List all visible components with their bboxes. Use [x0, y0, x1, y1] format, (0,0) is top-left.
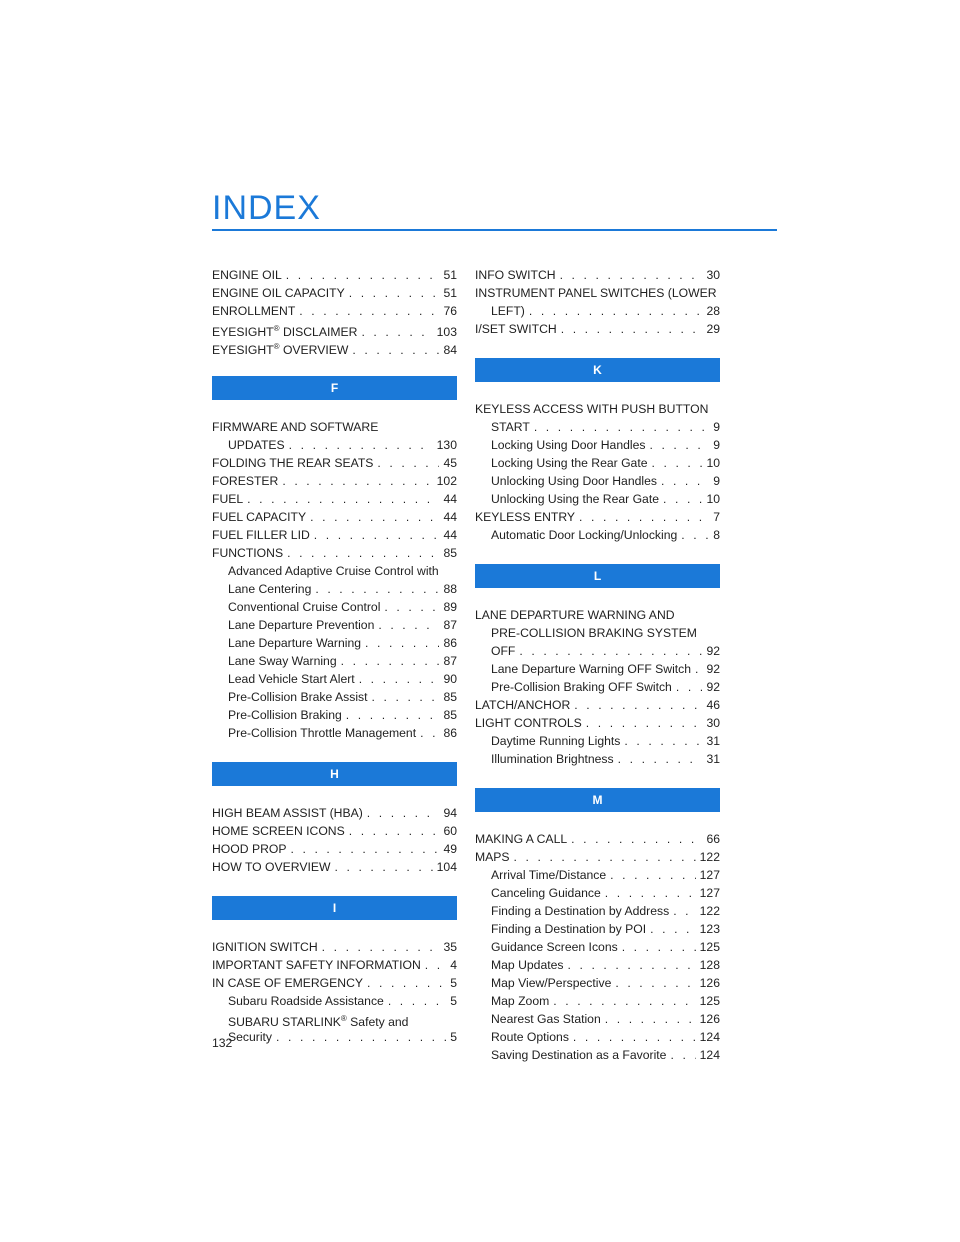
page-ref: 35	[443, 940, 457, 954]
page-ref: 49	[443, 842, 457, 856]
registered-mark: ®	[273, 342, 280, 351]
page-ref: 9	[713, 420, 720, 434]
index-subentry[interactable]: Canceling Guidance . . . 127	[475, 884, 720, 902]
page-ref: 85	[443, 708, 457, 722]
page-ref: 92	[706, 662, 720, 676]
index-entry-line[interactable]: KEYLESS ACCESS WITH PUSH BUTTON	[475, 402, 709, 416]
index-subentry[interactable]: Map Zoom . . . 125	[475, 992, 720, 1010]
index-subentry[interactable]: Subaru Roadside Assistance . . . 5	[212, 992, 457, 1010]
index-subentry[interactable]: Pre-Collision Braking OFF Switch . . . 92	[475, 678, 720, 696]
page-ref: 126	[699, 976, 720, 990]
index-entry[interactable]: FORESTER . . . 102	[212, 472, 457, 490]
index-entry[interactable]: HOW TO OVERVIEW . . . 104	[212, 858, 457, 876]
section-header-i: I	[212, 896, 457, 920]
section-header-h: H	[212, 762, 457, 786]
index-subentry[interactable]: Lead Vehicle Start Alert . . . 90	[212, 670, 457, 688]
page-ref: 5	[450, 1030, 457, 1044]
page-ref: 4	[450, 958, 457, 972]
title-divider	[212, 229, 777, 231]
index-column-left	[212, 266, 457, 1046]
page-ref: 90	[443, 672, 457, 686]
page-ref: 10	[706, 492, 720, 506]
page-ref: 130	[436, 438, 457, 452]
index-subentry[interactable]: Finding a Destination by Address . . . 122	[475, 902, 720, 920]
page-ref: 45	[443, 456, 457, 470]
index-entry[interactable]: EYESIGHT® OVERVIEW . . . 84	[212, 338, 457, 356]
index-subentry[interactable]: Guidance Screen Icons . . . 125	[475, 938, 720, 956]
index-subentry-line[interactable]: SUBARU STARLINK® Safety and	[228, 1014, 409, 1029]
page-ref: 10	[706, 456, 720, 470]
registered-mark: ®	[273, 324, 280, 333]
page-ref: 102	[436, 474, 457, 488]
index-entry[interactable]: START . . . 9	[475, 418, 720, 436]
index-entry-line[interactable]: PRE-COLLISION BRAKING SYSTEM	[491, 626, 697, 640]
page-ref: 5	[450, 994, 457, 1008]
index-entry[interactable]: LEFT) . . . 28	[475, 302, 720, 320]
page-ref: 127	[699, 868, 720, 882]
index-subentry[interactable]: Unlocking Using the Rear Gate . . . 10	[475, 490, 720, 508]
page-ref: 29	[706, 322, 720, 336]
index-subentry[interactable]: Automatic Door Locking/Unlocking . . . 8	[475, 526, 720, 544]
page-ref: 127	[699, 886, 720, 900]
page-ref: 86	[443, 726, 457, 740]
page-ref: 31	[706, 752, 720, 766]
index-entry[interactable]: I/SET SWITCH . . . 29	[475, 320, 720, 338]
page-ref: 51	[443, 286, 457, 300]
index-entry[interactable]: OFF . . . 92	[475, 642, 720, 660]
index-subentry[interactable]: Nearest Gas Station . . . 126	[475, 1010, 720, 1028]
index-entry-line[interactable]: INSTRUMENT PANEL SWITCHES (LOWER	[475, 286, 717, 300]
page-ref: 87	[443, 618, 457, 632]
page-ref: 44	[443, 510, 457, 524]
page-ref: 9	[713, 438, 720, 452]
page-title: INDEX	[212, 189, 321, 227]
index-subentry-line[interactable]: Advanced Adaptive Cruise Control with	[228, 564, 439, 578]
index-subentry[interactable]: Saving Destination as a Favorite . . . 124	[475, 1046, 720, 1064]
page-ref: 76	[443, 304, 457, 318]
index-subentry[interactable]: Lane Centering . . . 88	[212, 580, 457, 598]
index-subentry[interactable]: Pre-Collision Throttle Management . . . 86	[212, 724, 457, 742]
index-entry[interactable]: LATCH/ANCHOR . . . 46	[475, 696, 720, 714]
page-ref: 66	[706, 832, 720, 846]
index-entry[interactable]: LIGHT CONTROLS . . . 30	[475, 714, 720, 732]
index-subentry[interactable]: Route Options . . . 124	[475, 1028, 720, 1046]
page-ref: 8	[713, 528, 720, 542]
index-entry[interactable]: ENGINE OIL . . . 51	[212, 266, 457, 284]
index-entry[interactable]: IMPORTANT SAFETY INFORMATION . . . 4	[212, 956, 457, 974]
page-ref: 92	[706, 680, 720, 694]
index-entry[interactable]: MAKING A CALL . . . 66	[475, 830, 720, 848]
index-entry-line[interactable]: LANE DEPARTURE WARNING AND	[475, 608, 675, 622]
index-entry[interactable]: IGNITION SWITCH . . . 35	[212, 938, 457, 956]
page-ref: 9	[713, 474, 720, 488]
page-ref: 126	[699, 1012, 720, 1026]
page-ref: 44	[443, 528, 457, 542]
index-subentry[interactable]: Conventional Cruise Control . . . 89	[212, 598, 457, 616]
index-entry[interactable]: ENGINE OIL CAPACITY . . . 51	[212, 284, 457, 302]
page-ref: 85	[443, 690, 457, 704]
page-ref: 89	[443, 600, 457, 614]
index-column-right	[475, 266, 720, 1064]
page-ref: 30	[706, 716, 720, 730]
page-ref: 51	[443, 268, 457, 282]
page-ref: 60	[443, 824, 457, 838]
index-subentry[interactable]: Unlocking Using Door Handles . . . 9	[475, 472, 720, 490]
page-ref: 85	[443, 546, 457, 560]
index-subentry[interactable]: Pre-Collision Braking . . . 85	[212, 706, 457, 724]
index-subentry[interactable]: Lane Departure Warning OFF Switch . . . 92	[475, 660, 720, 678]
index-entry[interactable]: FUEL FILLER LID . . . 44	[212, 526, 457, 544]
page-ref: 92	[706, 644, 720, 658]
page-ref: 88	[443, 582, 457, 596]
index-entry[interactable]: KEYLESS ENTRY . . . 7	[475, 508, 720, 526]
page-ref: 30	[706, 268, 720, 282]
index-entry[interactable]: FUEL . . . 44	[212, 490, 457, 508]
index-entry[interactable]: FOLDING THE REAR SEATS . . . 45	[212, 454, 457, 472]
page-ref: 94	[443, 806, 457, 820]
section-header-l: L	[475, 564, 720, 588]
section-header-f: F	[212, 376, 457, 400]
page-ref: 122	[699, 850, 720, 864]
index-subentry[interactable]: Lane Departure Prevention . . . 87	[212, 616, 457, 634]
index-entry[interactable]: EYESIGHT® DISCLAIMER . . . 103	[212, 320, 457, 338]
page-ref: 123	[699, 922, 720, 936]
index-subentry[interactable]: Map View/Perspective . . . 126	[475, 974, 720, 992]
page-ref: 86	[443, 636, 457, 650]
index-subentry[interactable]: Daytime Running Lights . . . 31	[475, 732, 720, 750]
page-ref: 125	[699, 940, 720, 954]
page-ref: 125	[699, 994, 720, 1008]
page-ref: 5	[450, 976, 457, 990]
index-subentry[interactable]: Lane Departure Warning . . . 86	[212, 634, 457, 652]
index-entry[interactable]: ENROLLMENT . . . 76	[212, 302, 457, 320]
index-entry[interactable]: IN CASE OF EMERGENCY . . . 5	[212, 974, 457, 992]
page-ref: 104	[436, 860, 457, 874]
index-subentry[interactable]: Illumination Brightness . . . 31	[475, 750, 720, 768]
index-entry[interactable]: MAPS . . . 122	[475, 848, 720, 866]
index-subentry[interactable]: Locking Using Door Handles . . . 9	[475, 436, 720, 454]
page-ref: 128	[699, 958, 720, 972]
page-ref: 31	[706, 734, 720, 748]
section-header-k: K	[475, 358, 720, 382]
page-ref: 124	[699, 1030, 720, 1044]
index-entry[interactable]: HOME SCREEN ICONS . . . 60	[212, 822, 457, 840]
page-number: 132	[212, 1036, 233, 1050]
index-subentry[interactable]: Arrival Time/Distance . . . 127	[475, 866, 720, 884]
index-entry[interactable]: HIGH BEAM ASSIST (HBA) . . . 94	[212, 804, 457, 822]
page-ref: 122	[699, 904, 720, 918]
index-entry[interactable]: FUEL CAPACITY . . . 44	[212, 508, 457, 526]
section-header-m: M	[475, 788, 720, 812]
index-subentry[interactable]: Security . . . 5	[212, 1028, 457, 1046]
page-ref: 103	[436, 325, 457, 339]
index-entry-line[interactable]: FIRMWARE AND SOFTWARE	[212, 420, 379, 434]
index-subentry[interactable]: Finding a Destination by POI . . . 123	[475, 920, 720, 938]
index-subentry[interactable]: Lane Sway Warning . . . 87	[212, 652, 457, 670]
index-entry[interactable]: FUNCTIONS . . . 85	[212, 544, 457, 562]
index-entry[interactable]: UPDATES . . . 130	[212, 436, 457, 454]
registered-mark: ®	[340, 1014, 347, 1023]
index-entry[interactable]: INFO SWITCH . . . 30	[475, 266, 720, 284]
page-ref: 87	[443, 654, 457, 668]
page-ref: 44	[443, 492, 457, 506]
index-entry[interactable]: HOOD PROP . . . 49	[212, 840, 457, 858]
page-ref: 7	[713, 510, 720, 524]
page-ref: 28	[706, 304, 720, 318]
index-subentry[interactable]: Pre-Collision Brake Assist . . . 85	[212, 688, 457, 706]
page-ref: 84	[443, 343, 457, 357]
index-subentry[interactable]: Map Updates . . . 128	[475, 956, 720, 974]
page-ref: 46	[706, 698, 720, 712]
page-ref: 124	[699, 1048, 720, 1062]
index-subentry[interactable]: Locking Using the Rear Gate . . . 10	[475, 454, 720, 472]
